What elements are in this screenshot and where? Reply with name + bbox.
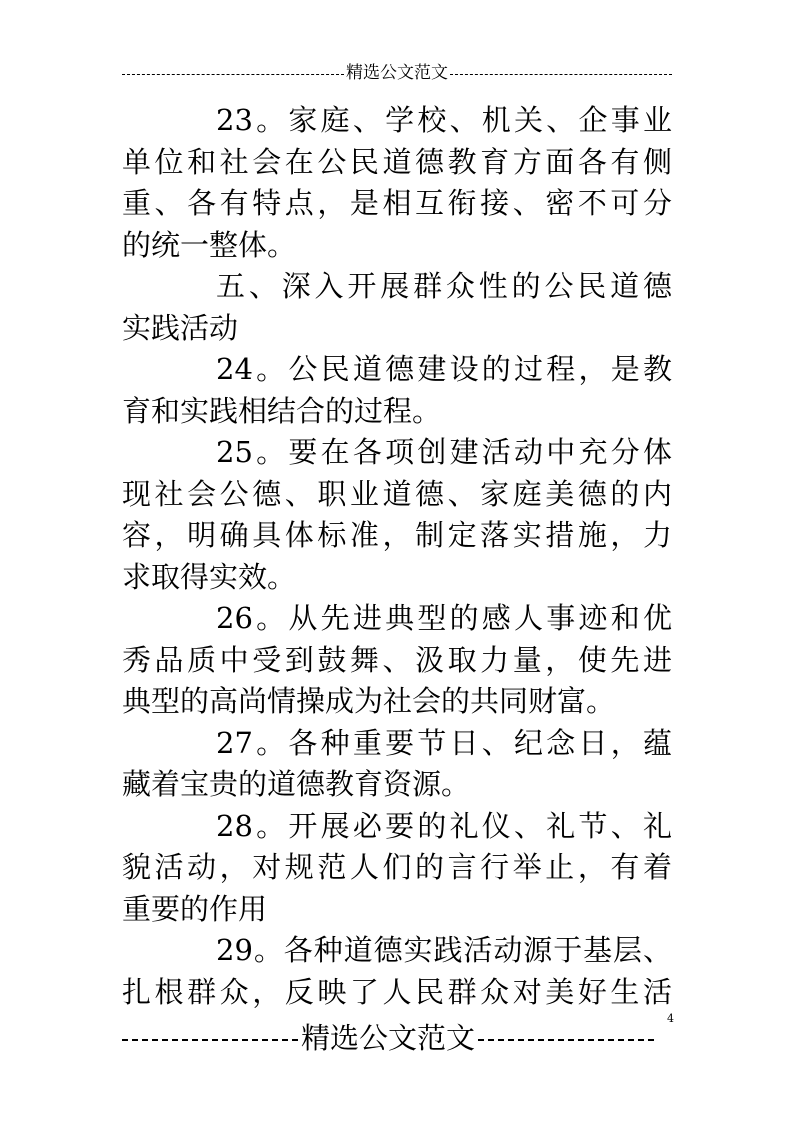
paragraph-28-line-1: 28。开展必要的礼仪、礼节、礼 [216,808,672,843]
paragraph-24-line-1: 24。公民道德建设的过程，是教 [216,352,672,386]
paragraph-24-line-2: 育和实践相结合的过程。 [122,393,442,428]
paragraph-27-line-2: 藏着宝贵的道德教育资源。 [122,767,471,801]
footer-dash-rule-right [478,1039,654,1041]
paragraph-28-line-3: 重要的作用 [122,891,268,926]
paragraph-25-line-4: 求取得实效。 [122,559,297,594]
footer-title: 精选公文范文 [301,1021,476,1055]
paragraph-26-line-3: 典型的高尚情操成为社会的共同财富。 [122,684,616,718]
paragraph-25-line-2: 现社会公德、职业道德、家庭美德的内 [122,476,672,511]
page-header [122,62,672,84]
paragraph-29-line-1: 29。各种道德实践活动源于基层、 [216,933,672,967]
section-heading-line-2: 实践活动 [122,310,239,345]
paragraph-23-line-4: 的统一整体。 [122,227,297,262]
header-dash-rule-left [122,74,344,75]
header-dash-rule-right [450,74,672,75]
header-title: 精选公文范文 [346,63,448,83]
paragraph-25-line-3: 容，明确具体标准，制定落实措施，力 [122,518,672,552]
paragraph-29-line-2: 扎根群众，反映了人民群众对美好生活 [122,974,672,1009]
paragraph-26-line-1: 26。从先进典型的感人事迹和优 [216,601,672,635]
footer-dash-rule-left [122,1039,298,1041]
paragraph-28-line-2: 貌活动，对规范人们的言行举止，有着 [122,850,672,884]
paragraph-27-line-1: 27。各种重要节日、纪念日，蕴 [216,725,672,760]
paragraph-23-line-3: 重、各有特点，是相互衔接、密不可分 [122,186,672,220]
paragraph-26-line-2: 秀品质中受到鼓舞、汲取力量，使先进 [122,642,672,677]
page-number: 4 [667,1012,674,1025]
section-heading-line-1: 五、深入开展群众性的公民道德 [216,269,672,303]
paragraph-23-line-2: 单位和社会在公民道德教育方面各有侧 [122,144,672,179]
page-footer [122,1018,654,1058]
paragraph-25-line-1: 25。要在各项创建活动中充分体 [216,435,672,469]
paragraph-23-line-1: 23。家庭、学校、机关、企事业 [216,103,672,137]
document-body [122,100,672,1013]
